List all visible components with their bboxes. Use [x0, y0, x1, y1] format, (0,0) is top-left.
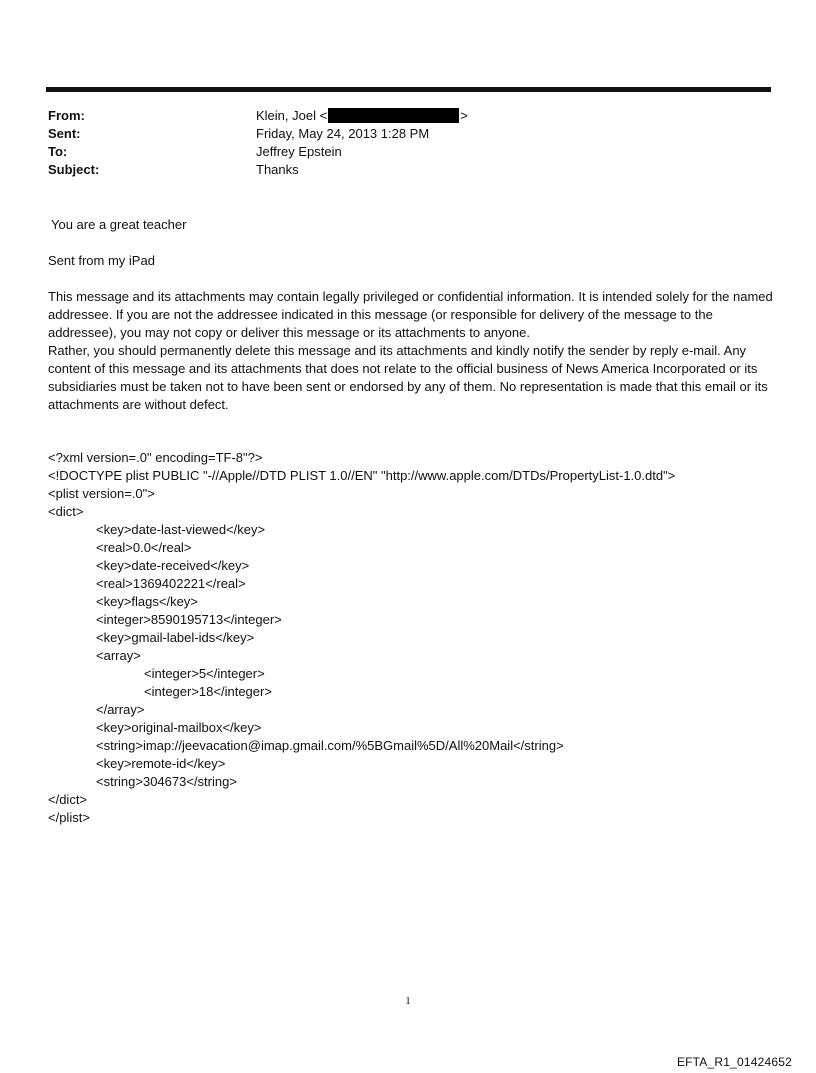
plist-line: <integer>5</integer>: [144, 666, 265, 681]
subject-label: Subject:: [48, 162, 100, 177]
plist-line: </plist>: [48, 810, 90, 825]
plist-line: <plist version=.0">: [48, 486, 155, 501]
sent-value: Friday, May 24, 2013 1:28 PM: [256, 126, 430, 141]
plist-line: <?xml version=.0" encoding=TF-8"?>: [48, 450, 263, 465]
plist-line: <real>0.0</real>: [96, 540, 192, 555]
plist-line: <key>remote-id</key>: [96, 756, 226, 771]
to-row: [48, 143, 748, 161]
plist-line: <key>original-mailbox</key>: [96, 720, 262, 735]
from-label: From:: [48, 108, 85, 123]
to-value: Jeffrey Epstein: [256, 144, 342, 159]
sent-from-signature: Sent from my iPad: [48, 253, 155, 268]
message-greeting: You are a great teacher: [51, 217, 187, 232]
plist-line: <key>date-last-viewed</key>: [96, 522, 266, 537]
disclaimer-paragraph: Rather, you should permanently delete this message and its attachments and kindly notify the sender by reply e-mail. Any content of this message and its attachments that does not relate to the official business of News America Incorporated or its subsidiaries must be taken not to have been sent or endorsed by any of them. No representation is made that this email or its attachments are without defect.: [48, 343, 768, 412]
subject-value: Thanks: [256, 162, 299, 177]
plist-line: <array>: [96, 648, 141, 663]
plist-line: <key>date-received</key>: [96, 558, 250, 573]
plist-line: <string>304673</string>: [96, 774, 237, 789]
plist-line: <real>1369402221</real>: [96, 576, 246, 591]
subject-row: [48, 161, 748, 179]
email-header: [48, 107, 748, 179]
sent-label: Sent:: [48, 126, 81, 141]
redaction-block: [328, 108, 459, 123]
disclaimer-paragraph: This message and its attachments may contain legally privileged or confidential information. It is intended solely for the named addressee. If you are not the addressee indicated in this message (or responsible for delivery of the message to the addressee), you may not copy or deliver this message or its attachments to anyone.: [48, 289, 773, 340]
from-name: Klein, Joel <: [256, 108, 328, 123]
header-rule: [46, 87, 771, 92]
plist-block: [48, 449, 788, 827]
bates-number: EFTA_R1_01424652: [676, 1055, 792, 1069]
plist-line: <dict>: [48, 504, 84, 519]
plist-line: <string>imap://jeevacation@imap.gmail.com/%5BGmail%5D/All%20Mail</string>: [96, 738, 564, 753]
plist-line: <key>gmail-label-ids</key>: [96, 630, 255, 645]
plist-line: <integer>18</integer>: [144, 684, 272, 699]
plist-line: <key>flags</key>: [96, 594, 198, 609]
plist-line: <integer>8590195713</integer>: [96, 612, 282, 627]
plist-line: </dict>: [48, 792, 88, 807]
plist-line: </array>: [96, 702, 145, 717]
from-close: >: [460, 108, 468, 123]
page-number: 1: [405, 995, 411, 1007]
to-label: To:: [48, 144, 68, 159]
legal-disclaimer: [48, 288, 773, 414]
from-value: [256, 107, 468, 125]
plist-line: <!DOCTYPE plist PUBLIC "-//Apple//DTD PLIST 1.0//EN" "http://www.apple.com/DTDs/PropertyList-1.0.dtd">: [48, 468, 676, 483]
sent-row: [48, 125, 748, 143]
from-row: [48, 107, 748, 125]
